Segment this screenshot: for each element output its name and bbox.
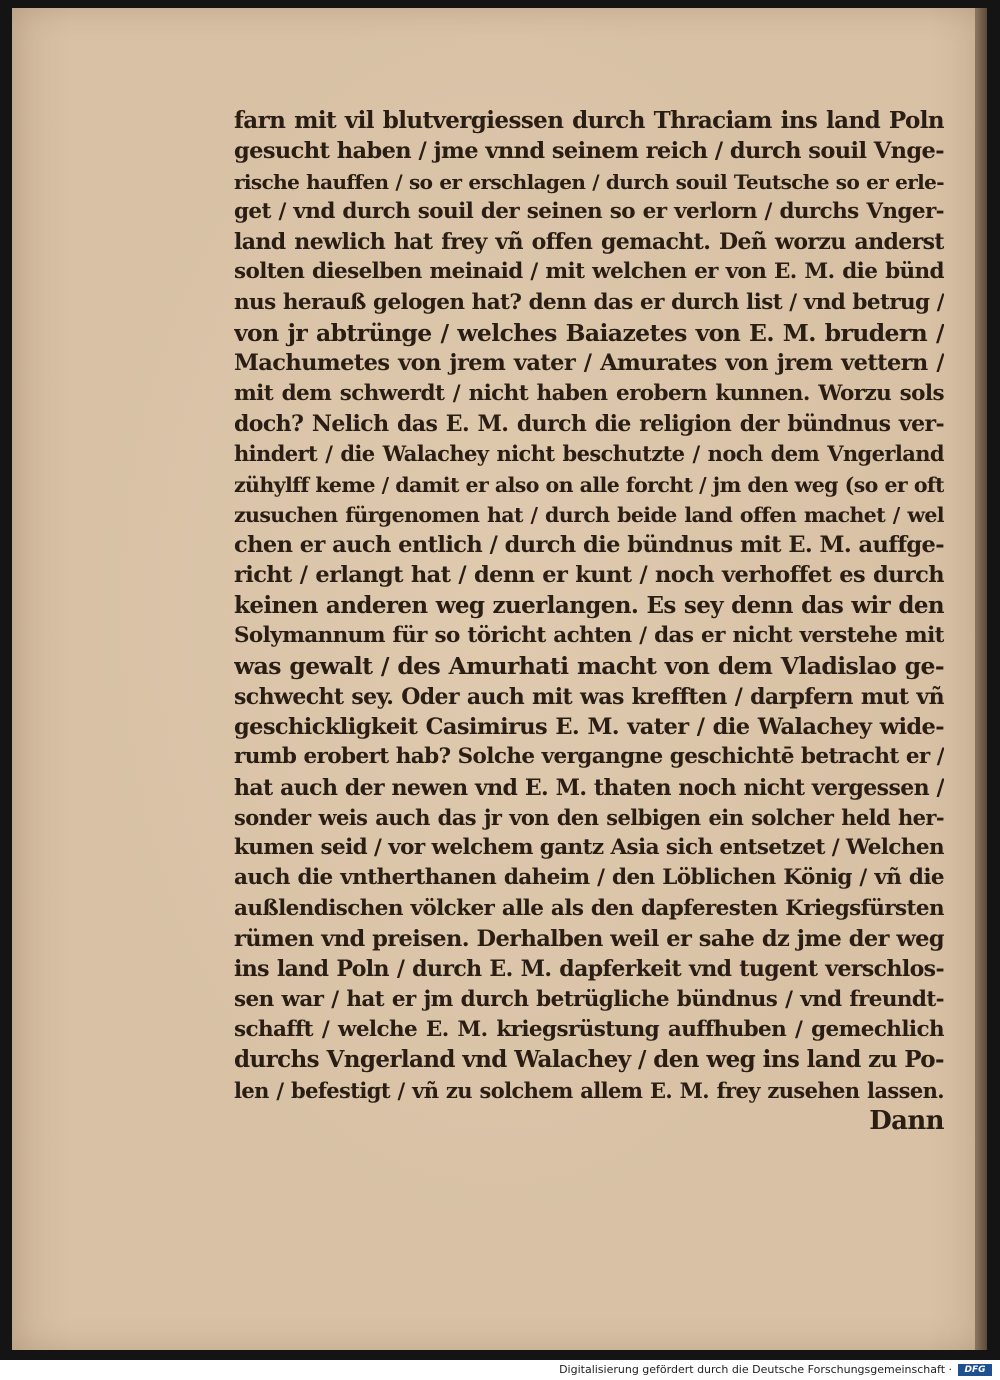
text-line: gesucht haben / jme vnnd seinem reich / durch souil Vnge- [234,138,944,165]
text-line: außlendischen völcker alle als den dapferesten Kriegsfürsten [234,895,944,921]
text-line: sonder weis auch das jr von den selbigen ein solcher held her- [234,804,944,830]
text-line: ins land Poln / durch E. M. dapferkeit vnd tugent verschlos- [234,956,944,983]
text-line: schafft / welche E. M. kriegsrüstung auffhuben / gemechlich [234,1016,944,1042]
text-line: rumb erobert hab? Solche vergangne geschichtē betracht er / [234,744,944,770]
text-line: keinen anderen weg zuerlangen. Es sey denn das wir den [234,591,944,619]
text-line: richt / erlangt hat / denn er kunt / noch verhoffet es durch [234,562,944,589]
text-line: sen war / hat er jm durch betrügliche bündnus / vnd freundt- [234,986,944,1012]
text-line: land newlich hat frey vñ offen gemacht. Deñ worzu anderst [234,229,944,256]
dfg-logo: DFG [958,1364,992,1376]
text-line: len / befestigt / vñ zu solchem allem E. M. frey zusehen lassen. [234,1077,944,1103]
text-line: hindert / die Walachey nicht beschutzte / noch dem Vngerland [234,441,944,467]
text-line: nus herauß gelogen hat? denn das er durch list / vnd betrug / [234,289,944,315]
catchword: Dann [869,1105,944,1136]
text-line: get / vnd durch souil der seinen so er verlorn / durchs Vnger- [234,198,944,224]
text-line: kumen seid / vor welchem gantz Asia sich entsetzet / Welchen [234,835,944,861]
text-line: farn mit vil blutvergiessen durch Thraciam ins land Poln [234,107,944,134]
text-line: mit dem schwerdt / nicht haben erobern kunnen. Worzu sols [234,380,944,406]
text-line: Solymannum für so töricht achten / das er nicht verstehe mit [234,623,944,649]
text-line: schwecht sey. Oder auch mit was krefften / darpfern mut vñ [234,683,944,710]
text-line: doch? Nelich das E. M. durch die religion der bündnus ver- [234,410,944,437]
text-line: zusuchen fürgenomen hat / durch beide land offen machet / wel [234,502,944,527]
text-line: Machumetes von jrem vater / Amurates von jrem vettern / [234,350,944,377]
text-line: geschickligkeit Casimirus E. M. vater / die Walachey wide- [234,713,944,740]
text-line: auch die vntherthanen daheim / den Löblichen König / vñ die [234,865,944,891]
page-spine-edge [975,8,987,1350]
text-line: zühylff keme / damit er also on alle forcht / jm den weg (so er oft [234,472,944,497]
text-line: hat auch der newen vnd E. M. thaten noch nicht vergessen / [234,774,944,801]
text-line: von jr abtrünge / welches Baiazetes von E. M. brudern / [234,319,944,348]
footer-credit: Digitalisierung gefördert durch die Deutsche Forschungsgemeinschaft · [559,1363,952,1376]
footer-bar [0,1360,1000,1380]
text-line: durchs Vngerland vnd Walachey / den weg ins land zu Po- [234,1046,944,1074]
text-line: chen er auch entlich / durch die bündnus mit E. M. auffge- [234,532,944,559]
text-line: was gewalt / des Amurhati macht von dem Vladislao ge- [234,652,944,681]
text-line: solten dieselben meinaid / mit welchen er von E. M. die bünd [234,259,944,285]
text-line: rümen vnd preisen. Derhalben weil er sahe dz jme der weg [234,926,944,953]
text-block [234,106,944,1136]
text-line: rische hauffen / so er erschlagen / durch souil Teutsche so er erle- [234,169,944,194]
